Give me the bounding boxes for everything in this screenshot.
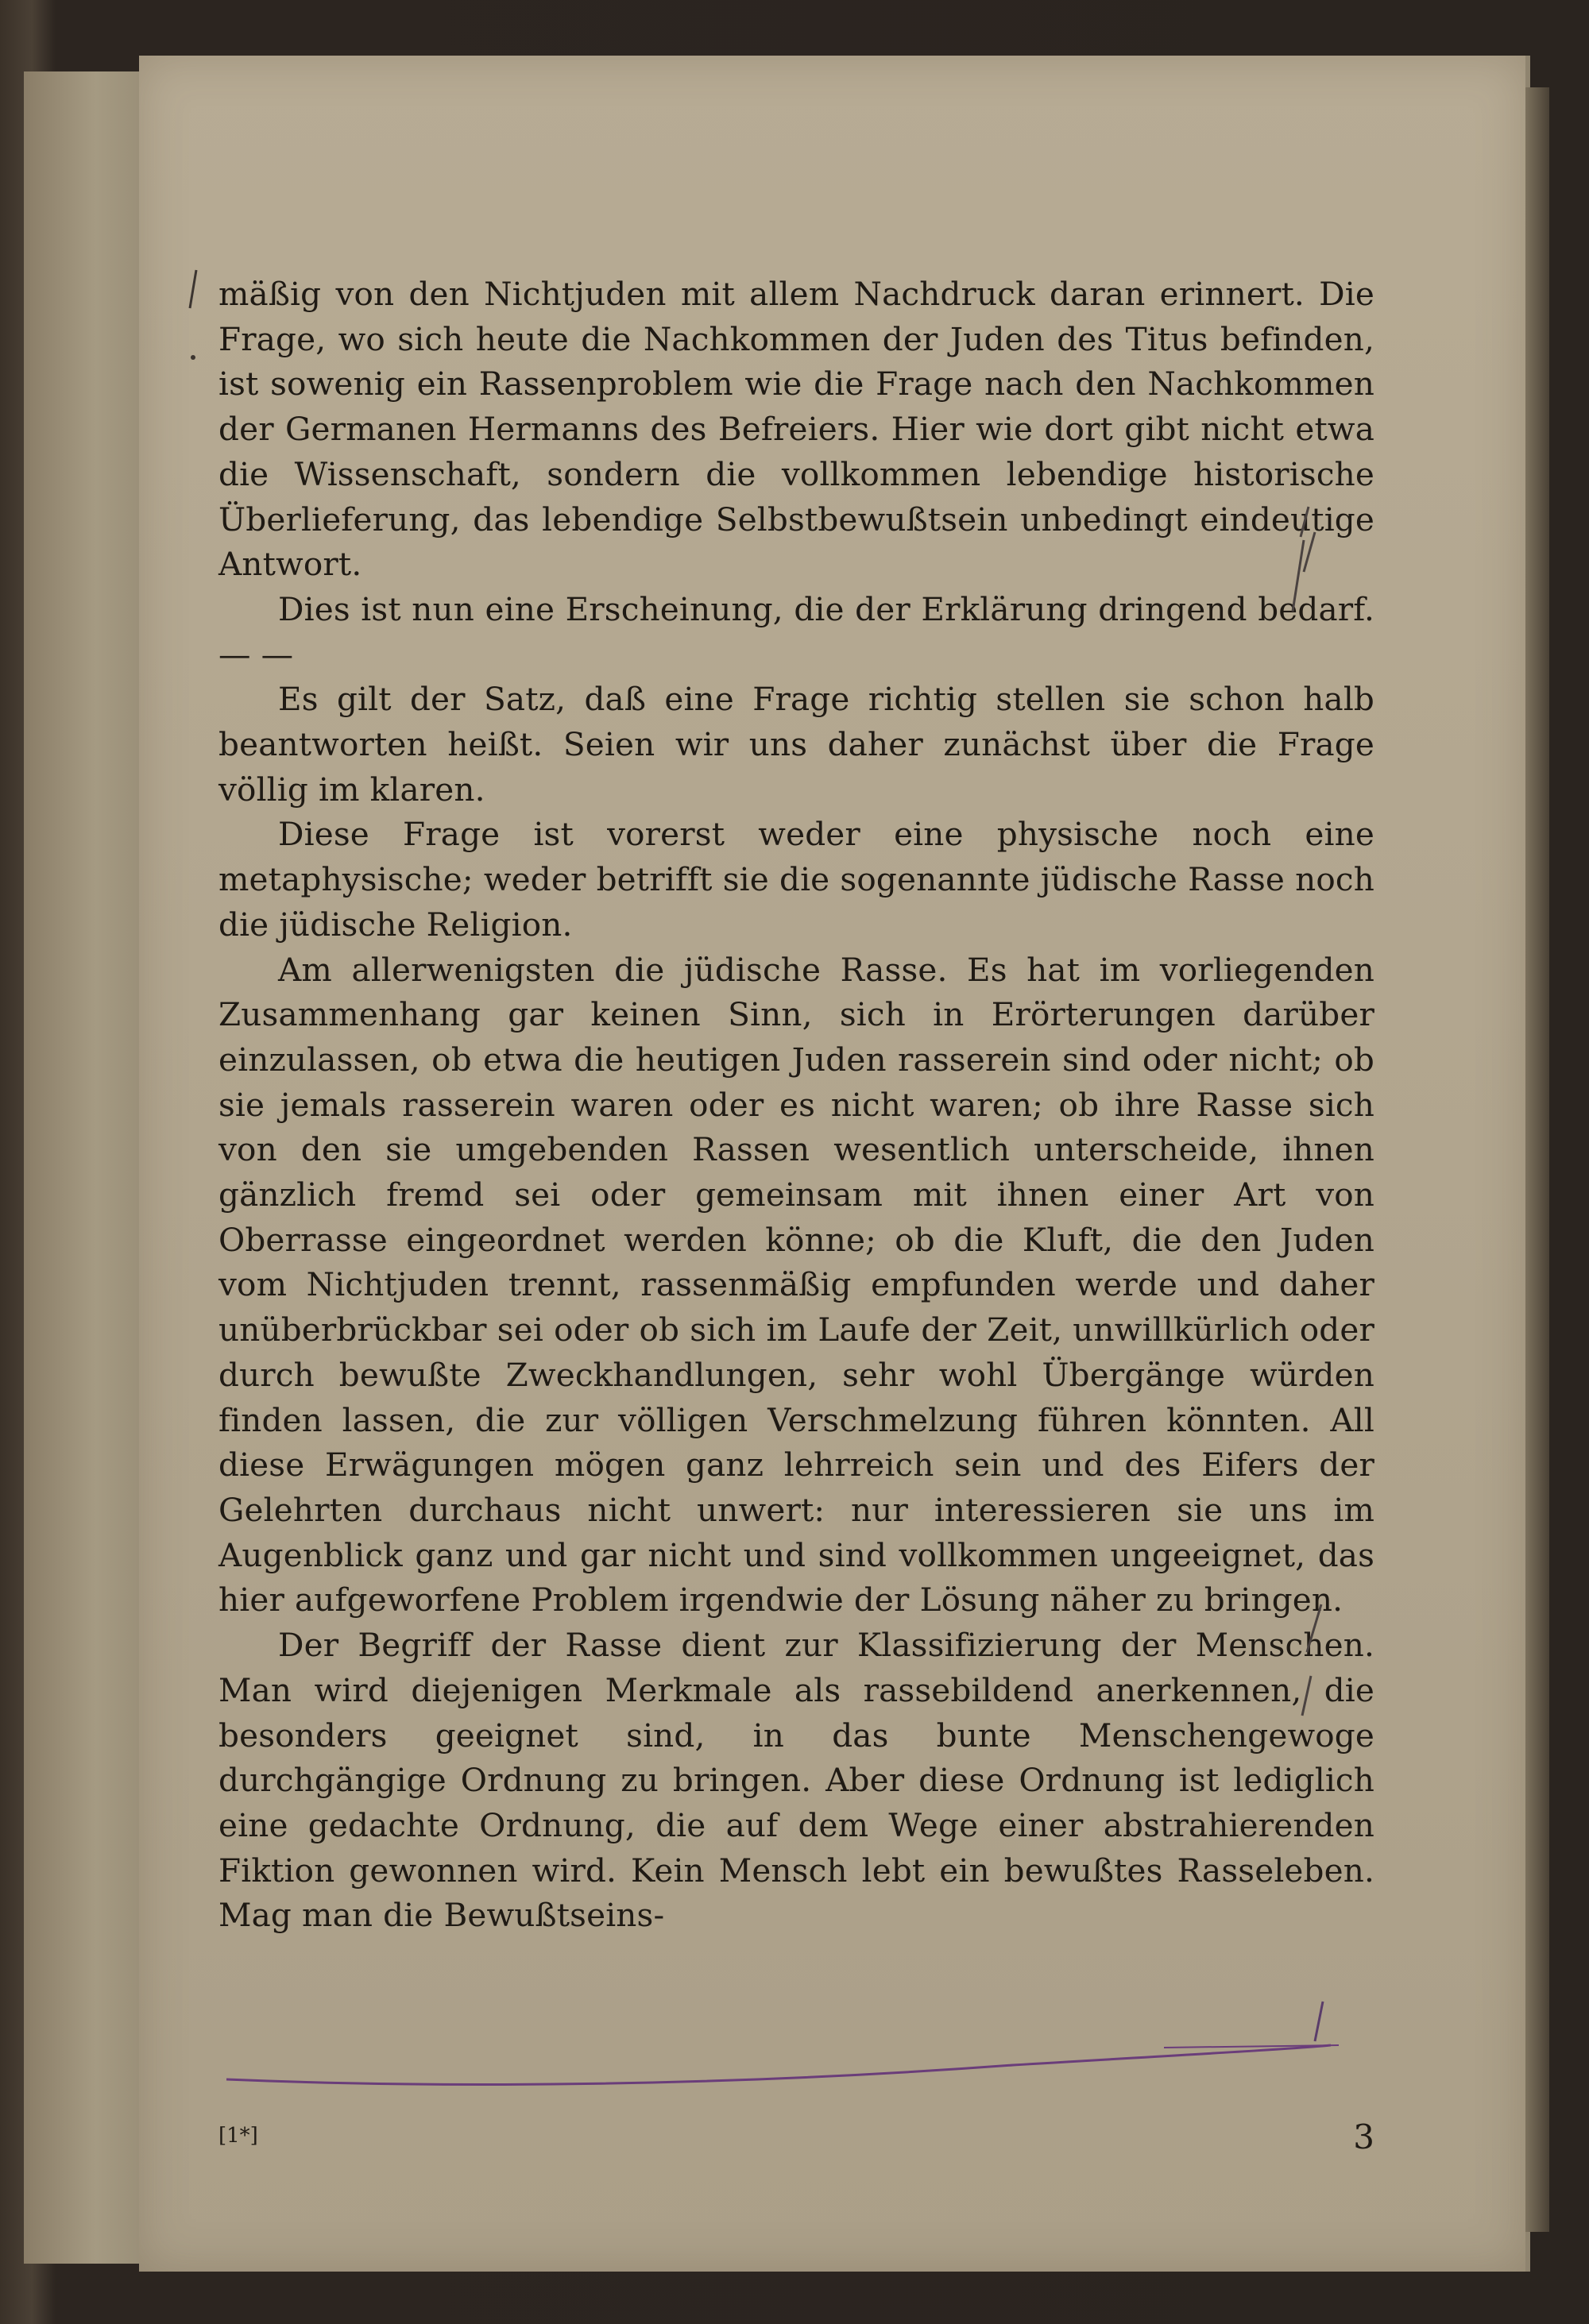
paragraph-2: Dies ist nun eine Erscheinung, die der Erklärung dringend bedarf. — — xyxy=(218,589,1374,674)
page-edge xyxy=(1525,87,1549,2232)
paragraph-4: Diese Frage ist vorerst weder eine physische noch eine metaphysische; weder betrifft sie die sogenannte jüdische Rasse noch die jüdische Religion. xyxy=(218,815,1374,944)
body-text xyxy=(218,272,1374,1938)
book-page xyxy=(139,56,1530,2272)
margin-mark-right-4 xyxy=(1315,2002,1323,2041)
paragraph-1: mäßig von den Nichtjuden mit allem Nachdruck daran erinnert. Die Frage, wo sich heute die Nachkommen der Juden des Titus befinden, ist sowenig ein Rassenproblem wie die Frage nach den Nachkommen der Germanen Hermanns des Befreiers. Hier wie dort gibt nicht etwa die Wissenschaft, sondern die vollkommen lebendige historische Überlieferung, das lebendige Selbstbewußtsein unbedingt eindeutige Antwort. xyxy=(218,275,1374,584)
paragraph-5: Am allerwenigsten die jüdische Rasse. Es hat im vorliegenden Zusammenhang gar keinen Sinn, sich in Erörterungen darüber einzulassen, ob etwa die heutigen Juden rasserein sind oder nicht; ob sie jemals rasserein waren oder es nicht waren; ob ihre Rasse sich von den sie umgebenden Rassen wesentlich unterscheide, ihnen gänzlich fremd sei oder gemeinsam mit ihnen einer Art von Oberrasse eingeordnet werden könne; ob die Kluft, die den Juden vom Nichtjuden trennt, rassenmäßig empfunden werde und daher unüberbrückbar sei oder ob sich im Laufe der Zeit, unwillkürlich oder durch bewußte Zweckhandlungen, sehr wohl Übergänge würden finden lassen, die zur völligen Verschmelzung führen könnten. All diese Erwägungen mögen ganz lehrreich sein und des Eifers der Gelehrten durchaus nicht unwert: nur interessieren sie uns im Augenblick ganz und gar nicht und sind vollkommen ungeeignet, das hier aufgeworfene Problem irgendwie der Lösung näher zu bringen. xyxy=(218,950,1374,1619)
underline-purple-short xyxy=(1164,2045,1339,2048)
book-binding-edge xyxy=(24,71,145,2264)
signature-mark: [1*] xyxy=(218,2124,258,2148)
paragraph-6: Der Begriff der Rasse dient zur Klassifizierung der Menschen. Man wird diejenigen Merkmale als rassebildend anerkennen, die besonders geeignet sind, in das bunte Menschengewoge durchgängige Ordnung zu bringen. Aber diese Ordnung ist lediglich eine gedachte Ordnung, die auf dem Wege einer abstrahierenden Fiktion gewonnen wird. Kein Mensch lebt ein bewußtes Rasseleben. Mag man die Bewußtseins- xyxy=(218,1626,1374,1935)
margin-mark-top-left xyxy=(190,270,196,308)
paragraph-3: Es gilt der Satz, daß eine Frage richtig stellen sie schon halb beantworten heißt. Seien wir uns daher zunächst über die Frage völlig im klaren. xyxy=(218,680,1374,809)
underline-purple xyxy=(226,2045,1331,2084)
page-number: 3 xyxy=(1353,2117,1374,2156)
margin-dot-left xyxy=(191,355,195,360)
